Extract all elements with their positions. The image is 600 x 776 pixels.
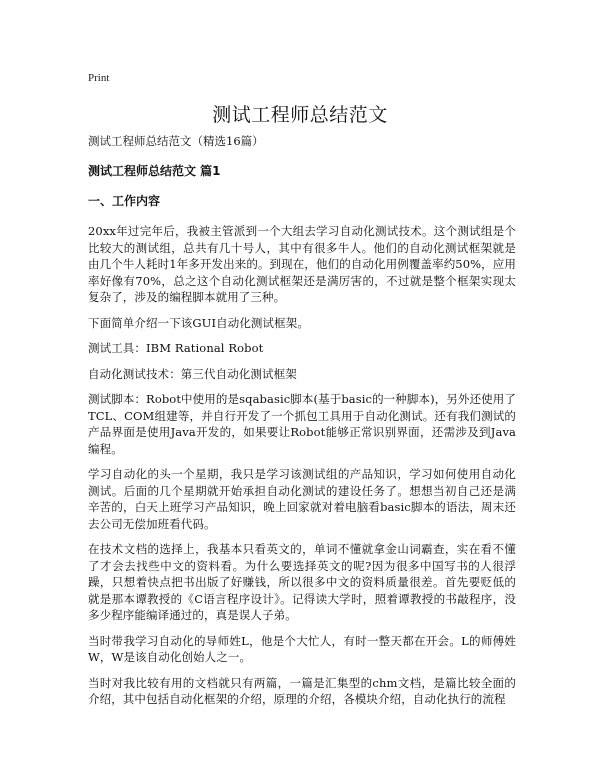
document-body (88, 133, 516, 717)
paragraph: 自动化测试技术：第三代自动化测试框架 (88, 366, 297, 381)
paragraph: 下面简单介绍一下该GUI自动化测试框架。 (88, 315, 309, 330)
paragraph: 测试脚本：Robot中使用的是sqabasic脚本(基于basic的一种脚本)，另外还使用了TCL、COM组建等，并自行开发了一个抓包工具用于自动化测试。还有我们测试的产品界面是使用Java开发的，如果要让Robot能够正常识别界面，还需涉及到Java编程。 (88, 392, 516, 456)
section-heading: 一、工作内容 (88, 194, 161, 208)
document-subtitle: 测试工程师总结范文（精选16篇） (88, 134, 264, 148)
paragraph: 学习自动化的头一个星期，我只是学习该测试组的产品知识，学习如何使用自动化测试。后面的几个星期就开始承担自动化测试的建设任务了。想想当初自己还是满辛苦的，白天上班学习产品知识，晚上回家就对着电脑看basic脚本的语法，周末还去公司无偿加班看代码。 (88, 467, 516, 531)
paragraph: 20xx年过完年后，我被主管派到一个大组去学习自动化测试技术。这个测试组是个比较大的测试组，总共有几十号人，其中有很多牛人。他们的自动化测试框架就是由几个牛人耗时1年多开发出来的。到现在，他们的自动化用例覆盖率约50%，应用率好像有70%，总之这个自动化测试框架还是满厉害的，不过就是整个框架实现太复杂了，涉及的编程脚本就用了三种。 (88, 224, 516, 304)
page-title: 测试工程师总结范文 (212, 104, 388, 126)
paragraph: 测试工具：IBM Rational Robot (88, 341, 264, 355)
section-title: 测试工程师总结范文 篇1 (88, 164, 221, 178)
paragraph: 在技术文档的选择上，我基本只看英文的，单词不懂就拿金山词霸查，实在看不懂了才会去找些中文的资料看。为什么要选择英文的呢?因为很多中国写书的人很浮躁，只想着快点把书出版了好赚钱，所以很多中文的资料质量很差。首先要贬低的就是那本谭教授的《C语言程序设计》。记得读大学时，照着谭教授的书敲程序，没多少程序能编译通过的，真是误人子弟。 (88, 542, 516, 622)
print-link[interactable]: Print (88, 72, 110, 84)
paragraph: 当时对我比较有用的文档就只有两篇，一篇是汇集型的chm文档，是篇比较全面的介绍，其中包括自动化框架的介绍，原理的介绍，各模块介绍，自动化执行的流程 (88, 675, 516, 706)
paragraph: 当时带我学习自动化的导师姓L，他是个大忙人，有时一整天都在开会。L的师傅姓W，W是该自动化创始人之一。 (88, 633, 516, 664)
